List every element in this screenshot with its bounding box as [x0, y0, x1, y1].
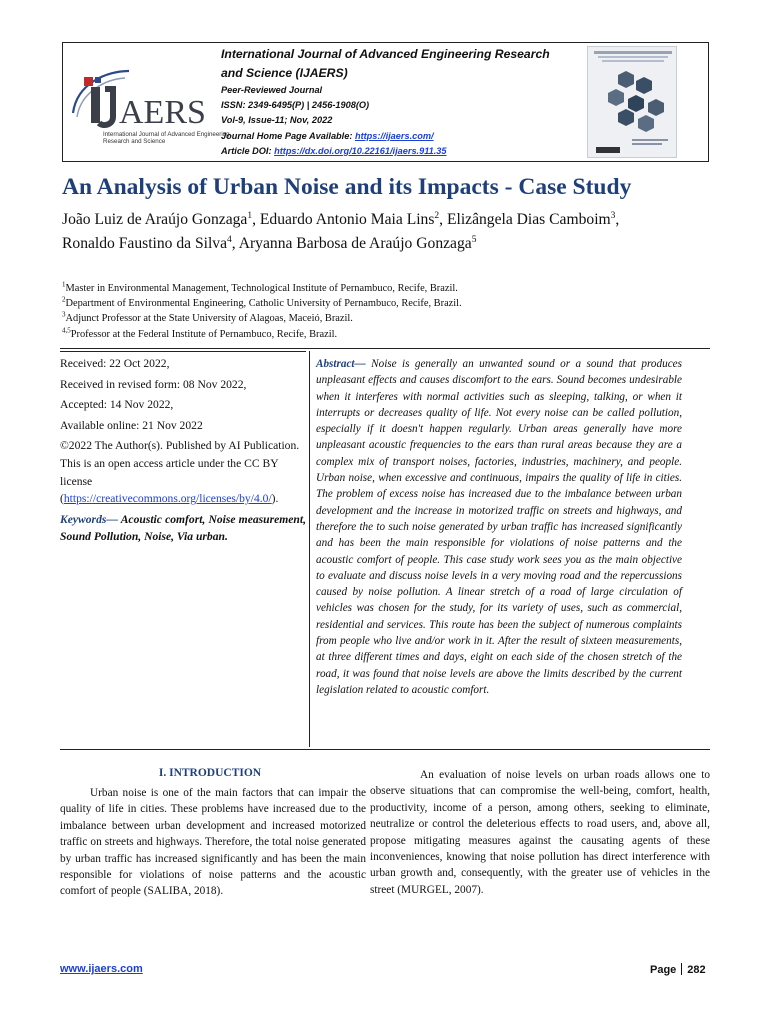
- page-label: Page: [650, 964, 677, 976]
- logo-caption: International Journal of Advanced Engineering Research and Science: [103, 131, 230, 145]
- author-name: Eduardo Antonio Maia Lins: [259, 211, 435, 228]
- affiliation-line: [62, 311, 722, 326]
- online-date: Available online: 21 Nov 2022: [60, 418, 203, 432]
- affiliation-text: Professor at the Federal Institute of Pernambuco, Recife, Brazil.: [70, 328, 338, 340]
- section-heading-introduction: I. INTRODUCTION: [158, 767, 262, 779]
- accepted-date: Accepted: 14 Nov 2022,: [60, 398, 174, 412]
- license-text: [60, 437, 306, 507]
- affiliation-text: Adjunct Professor at the State University of Alagoas, Maceió, Brazil.: [65, 313, 353, 325]
- peer-reviewed-label: Peer-Reviewed Journal: [221, 85, 323, 95]
- issn-line: ISSN: 2349-6495(P) | 2456-1908(O): [221, 100, 370, 111]
- received-date: Received: 22 Oct 2022,: [60, 357, 170, 370]
- affiliation-marker: 2: [62, 295, 66, 304]
- author-separator: ,: [252, 211, 260, 228]
- affiliation-line: [62, 327, 722, 342]
- journal-cover-image: [587, 46, 677, 158]
- abstract-text: Noise is generally an unwanted sound or a sound that produces unpleasant effects and causes discomfort to the ears. Sound becomes undesirable when it interferes with normal activities such as sleeping, talking, or when it interrupts or decreases quality of life. Not every noise can be called pollution, especially if it doesn't happen regularly. Urban areas generally have more unpleasant acoustic frequencies to the ears than rural areas because they are a complex mix of transport noises, factories, industries, machinery, and people. Urban noise, when excessive and continuous, impairs the quality of life in cities. The problem of excess noise has increased due to the imbalance between urban development and the increase in motorized traffic on streets and highways, and therefore the to such noise generated by urban traffic has increased significantly and has been the main responsible for violations of noise patterns and the acoustic comfort of people. This case study work sees you as the main objective to evaluate and discuss noise levels in a very moving road and the repercussions caused by noise pollution. A linear stretch of a road of large circulation of vehicles was chosen for the study, for its variety of uses, such as commercial, residential and services. This route has been the subject of numerous complaints from people who live and/or work in it. After the result of sixteen measurements, at three different times and days, eight on each side of the chosen stretch of the road, it was found that noise levels are above the limits described by the current legislation related to acoustic comfort.: [316, 358, 682, 696]
- doi-line: [221, 144, 581, 159]
- keywords-label: Keywords—: [60, 512, 118, 526]
- affiliation-marker: 3: [62, 310, 66, 319]
- article-info: [60, 355, 306, 549]
- license-body: ©2022 The Author(s). Published by AI Publication. This is an open access article under the CC BY license (: [60, 439, 300, 506]
- author-affiliation-marker: 3: [610, 210, 616, 221]
- journal-info: [221, 45, 581, 159]
- revised-date: Received in revised form: 08 Nov 2022,: [60, 377, 247, 391]
- keywords-text: Acoustic comfort, Noise measurement, Sound Pollution, Noise, Via urban.: [60, 512, 306, 544]
- author-separator: ,: [615, 211, 620, 228]
- affiliation-line: [62, 296, 722, 311]
- ijaers-logo-icon: [67, 65, 217, 135]
- rule-bottom: [60, 749, 710, 750]
- author-name: Ronaldo Faustino da Silva: [62, 235, 228, 252]
- cover-hexagons-icon: [588, 47, 677, 158]
- doi-link[interactable]: https://dx.doi.org/10.22161/ijaers.911.35: [274, 145, 447, 156]
- keywords: [60, 511, 306, 546]
- svg-text:AERS: AERS: [119, 94, 206, 131]
- affiliation-marker: 4,5: [62, 326, 71, 335]
- affiliation-marker: 1: [62, 280, 66, 289]
- homepage-label: Journal Home Page Available:: [221, 130, 355, 141]
- journal-title-line2: and Science (IJAERS): [221, 66, 348, 80]
- author-affiliation-marker: 4: [227, 234, 232, 245]
- footer-site-link[interactable]: www.ijaers.com: [60, 963, 143, 975]
- rule-left-under-info: [60, 351, 306, 352]
- abstract-label: Abstract—: [316, 358, 366, 370]
- author-name: João Luiz de Araújo Gonzaga: [62, 211, 248, 228]
- affiliation-text: Department of Environmental Engineering, Catholic University of Pernambuco, Recife, Brazil.: [65, 298, 462, 310]
- page-separator: [681, 963, 682, 975]
- journal-header: [62, 42, 709, 162]
- author-separator: ,: [439, 211, 447, 228]
- homepage-line: [221, 129, 581, 144]
- affiliation-line: [62, 281, 722, 296]
- homepage-link[interactable]: https://ijaers.com/: [354, 130, 434, 141]
- rule-vertical: [309, 351, 310, 747]
- author-affiliation-marker: 2: [434, 210, 440, 221]
- journal-title-line1: International Journal of Advanced Engineering Research: [221, 47, 550, 61]
- body-paragraph-1: Urban noise is one of the main factors that can impair the quality of life in cities. These problems have increased due to the imbalance between urban development and increased motorized traffic on streets and highways. Therefore, the total noise generated by urban traffic has increased significantly and has been the main responsible for violations of noise patterns and the acoustic comfort of people (SALIBA, 2018).: [60, 787, 366, 898]
- rule-top: [60, 348, 710, 349]
- license-end: ).: [271, 492, 279, 506]
- footer-page: [650, 963, 706, 976]
- body-paragraph-2: An evaluation of noise levels on urban roads allows one to observe situations that can compromise the well-being, comfort, health, productivity, income of a person, among others, seeking to eliminate, neutralize or control the deleterious effects to road users, and, above all, propose mitigating measures against the causating agents of these inconveniences, knowing that noise pollution has direct interference with urban growth and, consequently, with the greater use of vehicles in the street (MURGEL, 2007).: [370, 769, 710, 896]
- author-affiliation-marker: 5: [471, 234, 477, 245]
- journal-title: [221, 45, 581, 83]
- author-list: [62, 208, 722, 256]
- abstract: [316, 356, 682, 698]
- doi-label: Article DOI:: [221, 145, 275, 156]
- affiliation-text: Master in Environmental Management, Technological Institute of Pernambuco, Recife, Brazil.: [65, 283, 458, 294]
- author-name: Elizângela Dias Camboim: [446, 211, 611, 228]
- article-title: An Analysis of Urban Noise and its Impacts - Case Study: [62, 174, 632, 200]
- author-separator: ,: [231, 235, 239, 252]
- volume-line: Vol-9, Issue-11; Nov, 2022: [221, 115, 333, 126]
- license-link[interactable]: https://creativecommons.org/licenses/by/4.0/: [63, 492, 272, 506]
- author-affiliation-marker: 1: [247, 210, 253, 221]
- page-number: 282: [687, 964, 706, 976]
- author-name: Aryanna Barbosa de Araújo Gonzaga: [238, 235, 472, 252]
- affiliation-list: [62, 281, 722, 342]
